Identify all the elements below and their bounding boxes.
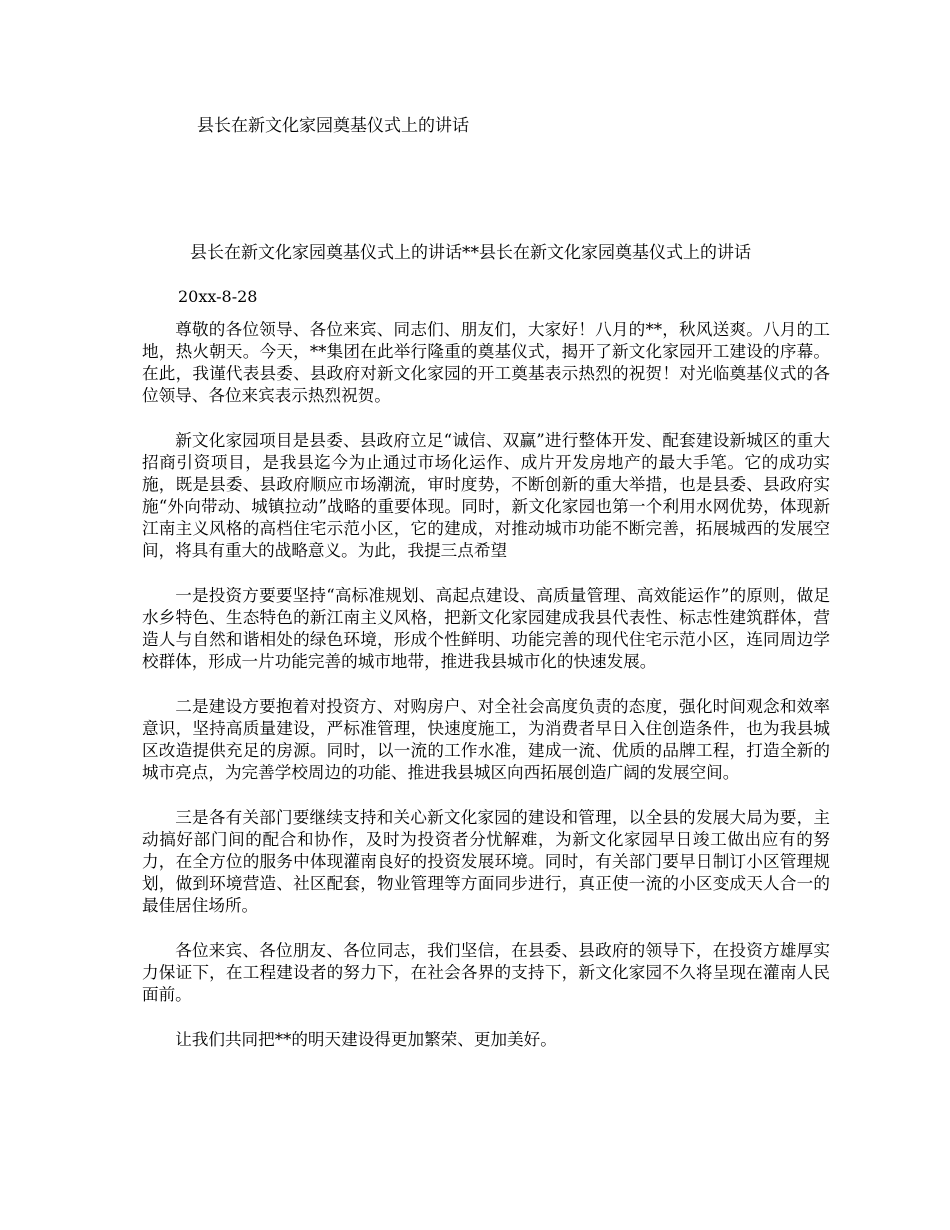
page-header-title: 县长在新文化家园奠基仪式上的讲话 <box>197 116 469 136</box>
paragraph-hope-investor: 一是投资方要要坚持“高标准规划、高起点建设、高质量管理、高效能运作”的原则，做足水乡特色、生态特色的新江南主义风格，把新文化家园建成我县代表性、标志性建筑群体，营造人与自然和谐相处的绿色环境，形成个性鲜明、功能完善的现代住宅示范小区，连同周边学校群体，形成一片功能完善的城市地带，推进我县城市化的快速发展。 <box>142 586 830 671</box>
document-title: 县长在新文化家园奠基仪式上的讲话**县长在新文化家园奠基仪式上的讲话 <box>190 243 751 263</box>
document-date: 20xx-8-28 <box>178 287 258 306</box>
paragraph-confidence: 各位来宾、各位朋友、各位同志，我们坚信，在县委、县政府的领导下，在投资方雄厚实力保证下，在工程建设者的努力下，在社会各界的支持下，新文化家园不久将呈现在灌南人民面前。 <box>142 941 830 1004</box>
paragraph-project-overview: 新文化家园项目是县委、县政府立足“诚信、双赢”进行整体开发、配套建设新城区的重大招商引资项目，是我县迄今为止通过市场化运作、成片开发房地产的最大手笔。它的成功实施，既是县委、县政府顺应市场潮流，审时度势，不断创新的重大举措，也是县委、县政府实施“外向带动、城镇拉动”战略的重要体现。同时，新文化家园也第一个利用水网优势，体现新江南主义风格的高档住宅示范小区，它的建成，对推动城市功能不断完善，拓展城西的发展空间，将具有重大的战略意义。为此，我提三点希望 <box>142 431 830 560</box>
paragraph-closing: 让我们共同把**的明天建设得更加繁荣、更加美好。 <box>175 1030 557 1049</box>
document-body <box>142 319 830 1074</box>
paragraph-hope-builder: 二是建设方要抱着对投资方、对购房户、对全社会高度负责的态度，强化时间观念和效率意识，坚持高质量建设，严标准管理，快速度施工，为消费者早日入住创造条件，也为我县城区改造提供充足的房源。同时，以一流的工作水准，建成一流、优质的品牌工程，打造全新的城市亮点，为完善学校周边的功能、推进我县城区向西拓展创造广阔的发展空间。 <box>142 697 830 782</box>
paragraph-greeting: 尊敬的各位领导、各位来宾、同志们、朋友们，大家好！八月的**，秋风送爽。八月的工地，热火朝天。今天，**集团在此举行隆重的奠基仪式，揭开了新文化家园开工建设的序幕。在此，我谨代表县委、县政府对新文化家园的开工奠基表示热烈的祝贺！对光临奠基仪式的各位领导、各位来宾表示热烈祝贺。 <box>142 320 830 405</box>
paragraph-hope-departments: 三是各有关部门要继续支持和关心新文化家园的建设和管理，以全县的发展大局为要，主动搞好部门间的配合和协作，及时为投资者分忧解难，为新文化家园早日竣工做出应有的努力，在全方位的服务中体现灌南良好的投资发展环境。同时，有关部门要早日制订小区管理规划，做到环境营造、社区配套，物业管理等方面同步进行，真正使一流的小区变成天人合一的最佳居住场所。 <box>142 808 830 915</box>
